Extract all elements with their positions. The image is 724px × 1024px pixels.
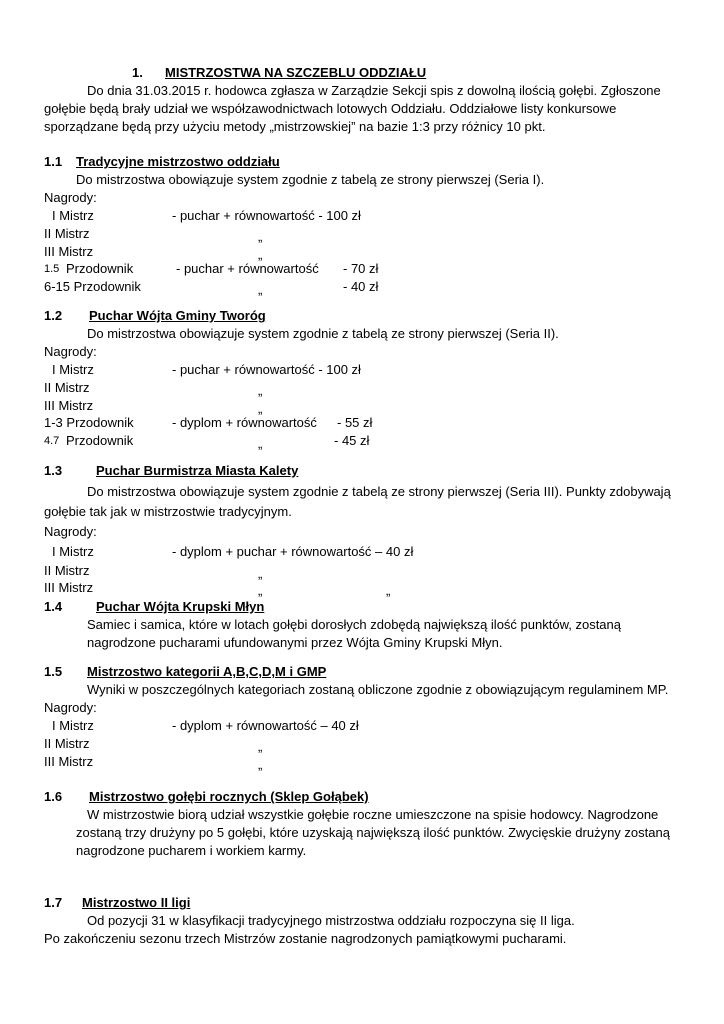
- prize-label: Przodownik: [66, 261, 134, 276]
- prize-description: - dyplom + puchar + równowartość – 40 zł: [172, 544, 414, 559]
- prize-label: III Mistrz: [44, 398, 94, 413]
- prize-label: 1-3 Przodownik: [44, 415, 134, 430]
- section-1-4-number: 1.4: [44, 599, 63, 614]
- prize-label: II Mistrz: [44, 226, 90, 241]
- ditto-mark: „: [258, 566, 263, 581]
- section-1-7-title: Mistrzostwo II ligi: [82, 895, 191, 910]
- paragraph-line: sporządzane będą przy użyciu metody „mistrzowskiej” na bazie 1:3 przy różnicy 10 pkt.: [44, 119, 546, 134]
- section-1-1-title: Tradycyjne mistrzostwo oddziału: [76, 154, 280, 169]
- section-1-number: 1.: [132, 65, 143, 80]
- paragraph-line: W mistrzostwie biorą udział wszystkie gołębie roczne umieszczone na spisie hodowcy. Nagrodzone: [87, 807, 659, 822]
- section-1-7-number: 1.7: [44, 895, 63, 910]
- section-1-title: MISTRZOSTWA NA SZCZEBLU ODDZIAŁU: [165, 65, 427, 80]
- prize-label: II Mistrz: [44, 736, 90, 751]
- prize-amount: - 55 zł: [337, 415, 373, 430]
- section-intro: Do mistrzostwa obowiązuje system zgodnie z tabelą ze strony pierwszej (Seria I).: [76, 172, 545, 187]
- prize-label: III Mistrz: [44, 244, 94, 259]
- prizes-label: Nagrody:: [44, 700, 97, 715]
- prize-number: 4.7: [44, 435, 60, 447]
- paragraph-line: gołębie będą brały udział we współzawodnictwach lotowych Oddziału. Oddziałowe listy konkursowe: [44, 101, 617, 116]
- prize-amount: - 70 zł: [343, 261, 379, 276]
- ditto-mark: „: [258, 229, 263, 244]
- prize-description: - dyplom + równowartość – 40 zł: [172, 718, 359, 733]
- prizes-label: Nagrody:: [44, 190, 97, 205]
- section-1-5-title: Mistrzostwo kategorii A,B,C,D,M i GMP: [87, 664, 327, 679]
- prize-description: - dyplom + równowartość: [172, 415, 317, 430]
- section-1-3-number: 1.3: [44, 463, 63, 478]
- prize-label: 6-15 Przodownik: [44, 279, 141, 294]
- prizes-label: Nagrody:: [44, 344, 97, 359]
- ditto-mark: „: [258, 436, 263, 451]
- prize-description: - puchar + równowartość: [176, 261, 319, 276]
- section-1-1-number: 1.1: [44, 154, 63, 169]
- paragraph-line: Do dnia 31.03.2015 r. hodowca zgłasza w Zarządzie Sekcji spis z dowolną ilością gołębi. Zgłoszone: [87, 83, 661, 98]
- prize-label: II Mistrz: [44, 563, 90, 578]
- section-intro: Do mistrzostwa obowiązuje system zgodnie z tabelą ze strony pierwszej (Seria II).: [87, 326, 559, 341]
- section-1-2-number: 1.2: [44, 308, 63, 323]
- section-1-4-title: Puchar Wójta Krupski Młyn: [96, 599, 265, 614]
- ditto-mark: „: [258, 401, 263, 416]
- ditto-mark: „: [258, 739, 263, 754]
- prize-amount: - 40 zł: [343, 279, 379, 294]
- paragraph-line: zostaną trzy drużyny po 5 gołębi, które uzyskają największą ilość punktów. Zwycięskie drużyny zostaną: [76, 825, 670, 840]
- prize-label: III Mistrz: [44, 754, 94, 769]
- ditto-mark: „: [258, 757, 263, 772]
- paragraph-line: nagrodzone pucharem i workiem karmy.: [76, 843, 307, 858]
- prize-label: I Mistrz: [52, 208, 94, 223]
- section-1-2-title: Puchar Wójta Gminy Tworóg: [89, 308, 266, 323]
- ditto-mark: „: [386, 583, 391, 598]
- prize-description: - puchar + równowartość - 100 zł: [172, 362, 361, 377]
- ditto-mark: „: [258, 583, 263, 598]
- paragraph-line: gołębie tak jak w mistrzostwie tradycyjnym.: [44, 504, 292, 519]
- ditto-mark: „: [258, 383, 263, 398]
- prize-label: Przodownik: [66, 433, 134, 448]
- paragraph-line: Samiec i samica, które w lotach gołębi dorosłych zdobędą największą ilość punktów, zostaną: [87, 617, 621, 632]
- section-1-6-number: 1.6: [44, 789, 63, 804]
- section-1-3-title: Puchar Burmistrza Miasta Kalety: [96, 463, 299, 478]
- prize-description: - puchar + równowartość - 100 zł: [172, 208, 361, 223]
- paragraph-line: Od pozycji 31 w klasyfikacji tradycyjnego mistrzostwa oddziału rozpoczyna się II liga.: [87, 913, 575, 928]
- prize-label: I Mistrz: [52, 544, 94, 559]
- prize-label: I Mistrz: [52, 718, 94, 733]
- prizes-label: Nagrody:: [44, 524, 97, 539]
- prize-label: II Mistrz: [44, 380, 90, 395]
- section-1-6-title: Mistrzostwo gołębi rocznych (Sklep Gołąbek): [89, 789, 369, 804]
- section-intro: Wyniki w poszczególnych kategoriach zostaną obliczone zgodnie z obowiązującym regulaminem MP.: [87, 682, 669, 697]
- paragraph-line: Do mistrzostwa obowiązuje system zgodnie z tabelą ze strony pierwszej (Seria III). Punkty zdobywają: [87, 484, 671, 499]
- paragraph-line: Po zakończeniu sezonu trzech Mistrzów zostanie nagrodzonych pamiątkowymi pucharami.: [44, 931, 567, 946]
- paragraph-line: nagrodzone pucharami ufundowanymi przez Wójta Gminy Krupski Młyn.: [87, 635, 503, 650]
- section-1-5-number: 1.5: [44, 664, 63, 679]
- ditto-mark: „: [258, 247, 263, 262]
- prize-label: I Mistrz: [52, 362, 94, 377]
- prize-number: 1.5: [44, 263, 60, 275]
- ditto-mark: „: [258, 282, 263, 297]
- prize-label: III Mistrz: [44, 580, 94, 595]
- prize-amount: - 45 zł: [334, 433, 370, 448]
